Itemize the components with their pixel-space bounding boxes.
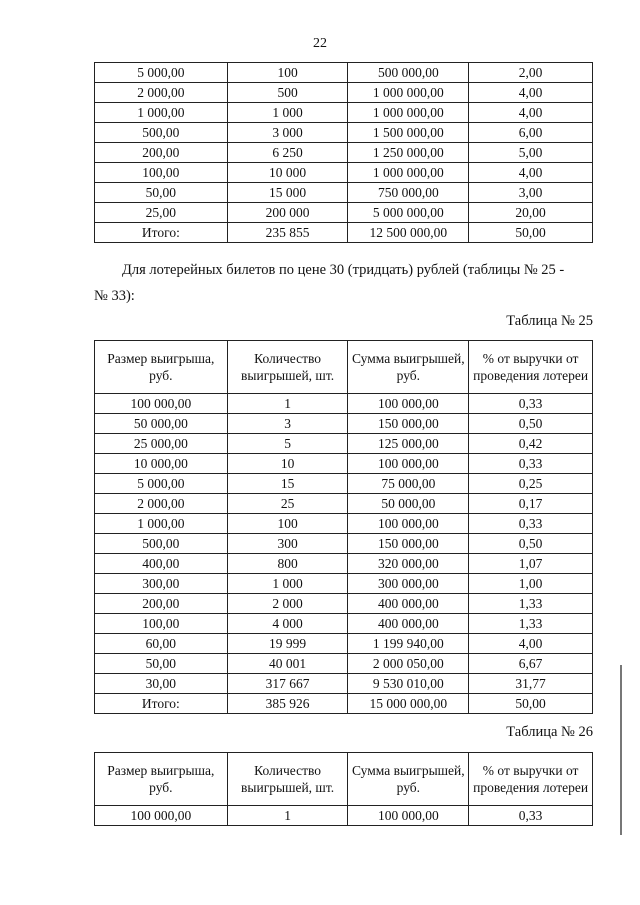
cell-prize-count: 10 bbox=[227, 454, 348, 474]
table-row bbox=[95, 594, 593, 614]
header-prize-size: Размер выигрыша, руб. bbox=[95, 753, 228, 806]
cell-prize-count: 1 000 bbox=[227, 103, 348, 123]
cell-prize-sum: 5 000 000,00 bbox=[348, 203, 469, 223]
table-row bbox=[95, 434, 593, 454]
cell-prize-count: 317 667 bbox=[227, 674, 348, 694]
cell-prize-sum: 1 000 000,00 bbox=[348, 163, 469, 183]
cell-prize-size: 100 000,00 bbox=[95, 806, 228, 826]
table-row bbox=[95, 674, 593, 694]
cell-prize-sum: 15 000 000,00 bbox=[348, 694, 469, 714]
table-26-caption: Таблица № 26 bbox=[506, 724, 593, 740]
cell-revenue-percent: 50,00 bbox=[469, 223, 593, 243]
cell-prize-size: 100,00 bbox=[95, 614, 228, 634]
cell-prize-count: 6 250 bbox=[227, 143, 348, 163]
cell-revenue-percent: 5,00 bbox=[469, 143, 593, 163]
cell-prize-size: 50 000,00 bbox=[95, 414, 228, 434]
cell-prize-count: 5 bbox=[227, 434, 348, 454]
cell-revenue-percent: 0,33 bbox=[469, 806, 593, 826]
cell-prize-count: 40 001 bbox=[227, 654, 348, 674]
cell-prize-count: 15 bbox=[227, 474, 348, 494]
cell-prize-size: 300,00 bbox=[95, 574, 228, 594]
table-header-row bbox=[95, 341, 593, 394]
cell-prize-count: 100 bbox=[227, 63, 348, 83]
cell-prize-sum: 2 000 050,00 bbox=[348, 654, 469, 674]
cell-revenue-percent: 4,00 bbox=[469, 83, 593, 103]
header-prize-sum: Сумма выигрышей, руб. bbox=[348, 753, 469, 806]
table-row bbox=[95, 183, 593, 203]
header-prize-size: Размер выигрыша, руб. bbox=[95, 341, 228, 394]
cell-revenue-percent: 6,67 bbox=[469, 654, 593, 674]
cell-revenue-percent: 4,00 bbox=[469, 634, 593, 654]
cell-prize-sum: 75 000,00 bbox=[348, 474, 469, 494]
cell-prize-sum: 100 000,00 bbox=[348, 806, 469, 826]
section-paragraph bbox=[94, 257, 599, 309]
cell-prize-count: 2 000 bbox=[227, 594, 348, 614]
cell-prize-size: 30,00 bbox=[95, 674, 228, 694]
cell-prize-count: 1 000 bbox=[227, 574, 348, 594]
cell-prize-count: 100 bbox=[227, 514, 348, 534]
cell-prize-sum: 1 000 000,00 bbox=[348, 83, 469, 103]
cell-prize-sum: 9 530 010,00 bbox=[348, 674, 469, 694]
cell-prize-size: 5 000,00 bbox=[95, 63, 228, 83]
paragraph-line-2: № 33): bbox=[94, 288, 135, 304]
cell-prize-sum: 1 500 000,00 bbox=[348, 123, 469, 143]
cell-prize-size: 1 000,00 bbox=[95, 103, 228, 123]
table-row bbox=[95, 634, 593, 654]
cell-prize-count: 1 bbox=[227, 806, 348, 826]
cell-revenue-percent: 1,33 bbox=[469, 614, 593, 634]
cell-revenue-percent: 31,77 bbox=[469, 674, 593, 694]
cell-prize-sum: 150 000,00 bbox=[348, 534, 469, 554]
page-number: 22 bbox=[313, 36, 327, 51]
cell-prize-sum: 1 000 000,00 bbox=[348, 103, 469, 123]
cell-prize-count: 15 000 bbox=[227, 183, 348, 203]
table-row bbox=[95, 414, 593, 434]
cell-prize-count: 19 999 bbox=[227, 634, 348, 654]
cell-prize-count: 3 bbox=[227, 414, 348, 434]
cell-prize-size: 2 000,00 bbox=[95, 494, 228, 514]
paragraph-line-1: Для лотерейных билетов по цене 30 (тридцать) рублей (таблицы № 25 - bbox=[122, 262, 565, 278]
table-row bbox=[95, 654, 593, 674]
cell-prize-sum: 1 250 000,00 bbox=[348, 143, 469, 163]
cell-revenue-percent: 1,07 bbox=[469, 554, 593, 574]
cell-prize-count: 25 bbox=[227, 494, 348, 514]
cell-revenue-percent: 0,50 bbox=[469, 414, 593, 434]
cell-revenue-percent: 1,33 bbox=[469, 594, 593, 614]
cell-revenue-percent: 3,00 bbox=[469, 183, 593, 203]
table-row bbox=[95, 614, 593, 634]
cell-revenue-percent: 0,25 bbox=[469, 474, 593, 494]
table-25-caption: Таблица № 25 bbox=[506, 313, 593, 329]
cell-prize-count: 800 bbox=[227, 554, 348, 574]
cell-prize-sum: 100 000,00 bbox=[348, 394, 469, 414]
cell-revenue-percent: 6,00 bbox=[469, 123, 593, 143]
cell-prize-size: Итого: bbox=[95, 694, 228, 714]
cell-prize-count: 1 bbox=[227, 394, 348, 414]
cell-prize-count: 10 000 bbox=[227, 163, 348, 183]
cell-revenue-percent: 0,33 bbox=[469, 454, 593, 474]
cell-prize-size: 2 000,00 bbox=[95, 83, 228, 103]
table-row bbox=[95, 454, 593, 474]
table-row bbox=[95, 143, 593, 163]
table-row bbox=[95, 494, 593, 514]
header-prize-sum: Сумма выигрышей, руб. bbox=[348, 341, 469, 394]
cell-revenue-percent: 2,00 bbox=[469, 63, 593, 83]
cell-prize-size: 100 000,00 bbox=[95, 394, 228, 414]
cell-revenue-percent: 4,00 bbox=[469, 103, 593, 123]
table-row bbox=[95, 806, 593, 826]
header-revenue-percent: % от выручки от проведения лотереи bbox=[469, 341, 593, 394]
cell-prize-count: 235 855 bbox=[227, 223, 348, 243]
cell-prize-sum: 400 000,00 bbox=[348, 594, 469, 614]
cell-prize-count: 300 bbox=[227, 534, 348, 554]
cell-revenue-percent: 20,00 bbox=[469, 203, 593, 223]
cell-prize-count: 500 bbox=[227, 83, 348, 103]
cell-prize-count: 4 000 bbox=[227, 614, 348, 634]
cell-revenue-percent: 50,00 bbox=[469, 694, 593, 714]
cell-prize-size: 200,00 bbox=[95, 594, 228, 614]
cell-prize-size: 500,00 bbox=[95, 123, 228, 143]
header-prize-count: Количество выигрышей, шт. bbox=[227, 753, 348, 806]
cell-prize-count: 3 000 bbox=[227, 123, 348, 143]
cell-prize-sum: 500 000,00 bbox=[348, 63, 469, 83]
table-row bbox=[95, 514, 593, 534]
cell-prize-sum: 150 000,00 bbox=[348, 414, 469, 434]
cell-prize-size: 50,00 bbox=[95, 654, 228, 674]
table-row bbox=[95, 123, 593, 143]
cell-prize-size: 400,00 bbox=[95, 554, 228, 574]
cell-prize-sum: 125 000,00 bbox=[348, 434, 469, 454]
table-row bbox=[95, 103, 593, 123]
table-row bbox=[95, 163, 593, 183]
cell-revenue-percent: 0,33 bbox=[469, 514, 593, 534]
cell-prize-sum: 100 000,00 bbox=[348, 454, 469, 474]
cell-prize-size: 60,00 bbox=[95, 634, 228, 654]
cell-prize-sum: 1 199 940,00 bbox=[348, 634, 469, 654]
table-row bbox=[95, 203, 593, 223]
prize-table-25 bbox=[94, 340, 593, 714]
cell-prize-size: 200,00 bbox=[95, 143, 228, 163]
scan-edge-line bbox=[620, 665, 622, 835]
cell-revenue-percent: 0,42 bbox=[469, 434, 593, 454]
prize-table-continued bbox=[94, 62, 593, 243]
cell-prize-count: 385 926 bbox=[227, 694, 348, 714]
cell-prize-sum: 750 000,00 bbox=[348, 183, 469, 203]
cell-prize-size: 10 000,00 bbox=[95, 454, 228, 474]
cell-prize-sum: 100 000,00 bbox=[348, 514, 469, 534]
table-row bbox=[95, 574, 593, 594]
cell-prize-size: 1 000,00 bbox=[95, 514, 228, 534]
cell-revenue-percent: 0,17 bbox=[469, 494, 593, 514]
cell-prize-size: Итого: bbox=[95, 223, 228, 243]
header-prize-count: Количество выигрышей, шт. bbox=[227, 341, 348, 394]
table-row bbox=[95, 83, 593, 103]
table-header-row bbox=[95, 753, 593, 806]
cell-revenue-percent: 0,50 bbox=[469, 534, 593, 554]
cell-prize-size: 500,00 bbox=[95, 534, 228, 554]
cell-prize-size: 100,00 bbox=[95, 163, 228, 183]
prize-table-26 bbox=[94, 752, 593, 826]
cell-prize-sum: 320 000,00 bbox=[348, 554, 469, 574]
cell-prize-sum: 50 000,00 bbox=[348, 494, 469, 514]
cell-prize-size: 25 000,00 bbox=[95, 434, 228, 454]
cell-revenue-percent: 0,33 bbox=[469, 394, 593, 414]
table-row bbox=[95, 474, 593, 494]
table-row bbox=[95, 694, 593, 714]
table-row bbox=[95, 534, 593, 554]
cell-revenue-percent: 4,00 bbox=[469, 163, 593, 183]
cell-prize-sum: 12 500 000,00 bbox=[348, 223, 469, 243]
cell-prize-count: 200 000 bbox=[227, 203, 348, 223]
table-row bbox=[95, 63, 593, 83]
cell-prize-size: 5 000,00 bbox=[95, 474, 228, 494]
table-row bbox=[95, 554, 593, 574]
cell-prize-size: 50,00 bbox=[95, 183, 228, 203]
cell-revenue-percent: 1,00 bbox=[469, 574, 593, 594]
header-revenue-percent: % от выручки от проведения лотереи bbox=[469, 753, 593, 806]
cell-prize-sum: 300 000,00 bbox=[348, 574, 469, 594]
table-row bbox=[95, 394, 593, 414]
cell-prize-sum: 400 000,00 bbox=[348, 614, 469, 634]
cell-prize-size: 25,00 bbox=[95, 203, 228, 223]
table-row bbox=[95, 223, 593, 243]
